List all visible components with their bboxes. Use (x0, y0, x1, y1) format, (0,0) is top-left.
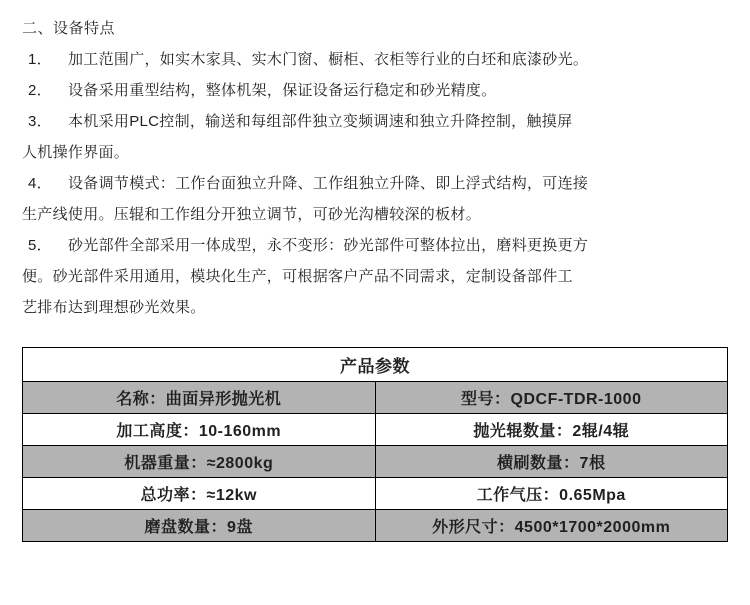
table-row (23, 510, 728, 542)
table-row (23, 414, 728, 446)
list-item (22, 44, 728, 75)
table-cell: 机器重量：≈2800kg (23, 446, 376, 478)
list-item-number: 2． (28, 82, 52, 99)
list-item-text-continued: 人机操作界面。 (22, 144, 130, 161)
list-item (22, 106, 728, 137)
product-parameters-table (22, 347, 728, 542)
list-item-text: 设备采用重型结构，整体机架，保证设备运行稳定和砂光精度。 (68, 82, 497, 99)
list-item (22, 168, 728, 199)
list-item-text-continued: 艺排布达到理想砂光效果。 (22, 299, 206, 316)
list-item (22, 75, 728, 106)
table-cell: 名称：曲面异形抛光机 (23, 382, 376, 414)
list-item-text-continued: 生产线使用。压辊和工作组分开独立调节，可砂光沟槽较深的板材。 (22, 206, 482, 223)
table-cell: 抛光辊数量：2辊/4辊 (375, 414, 728, 446)
table-cell: 磨盘数量：9盘 (23, 510, 376, 542)
list-item-number: 1． (28, 51, 52, 68)
list-item-text: 设备调节模式：工作台面独立升降、工作组独立升降、即上浮式结构，可连接 (68, 175, 589, 192)
table-cell: 外形尺寸：4500*1700*2000mm (375, 510, 728, 542)
table-row (23, 478, 728, 510)
table-row-title (23, 348, 728, 382)
list-item (22, 230, 728, 261)
table-row (23, 382, 728, 414)
table-cell: 型号：QDCF-TDR-1000 (375, 382, 728, 414)
list-item-number: 5． (28, 237, 52, 254)
list-item-text: 砂光部件全部采用一体成型，永不变形：砂光部件可整体拉出，磨料更换更方 (68, 237, 589, 254)
table-cell: 加工高度：10-160mm (23, 414, 376, 446)
section-title: 二、设备特点 (22, 20, 116, 37)
list-item-number: 3． (28, 113, 52, 130)
table-cell: 工作气压：0.65Mpa (375, 478, 728, 510)
list-item-number: 4． (28, 175, 52, 192)
table-cell: 总功率：≈12kw (23, 478, 376, 510)
table-cell: 横刷数量：7根 (375, 446, 728, 478)
table-title-cell: 产品参数 (23, 348, 728, 382)
list-item-text-continued: 便。砂光部件采用通用，模块化生产，可根据客户产品不同需求，定制设备部件工 (22, 268, 573, 285)
list-item-text: 本机采用PLC控制，输送和每组部件独立变频调速和独立升降控制，触摸屏 (68, 113, 573, 130)
table-row (23, 446, 728, 478)
list-item-text: 加工范围广，如实木家具、实木门窗、橱柜、衣柜等行业的白坯和底漆砂光。 (68, 51, 589, 68)
